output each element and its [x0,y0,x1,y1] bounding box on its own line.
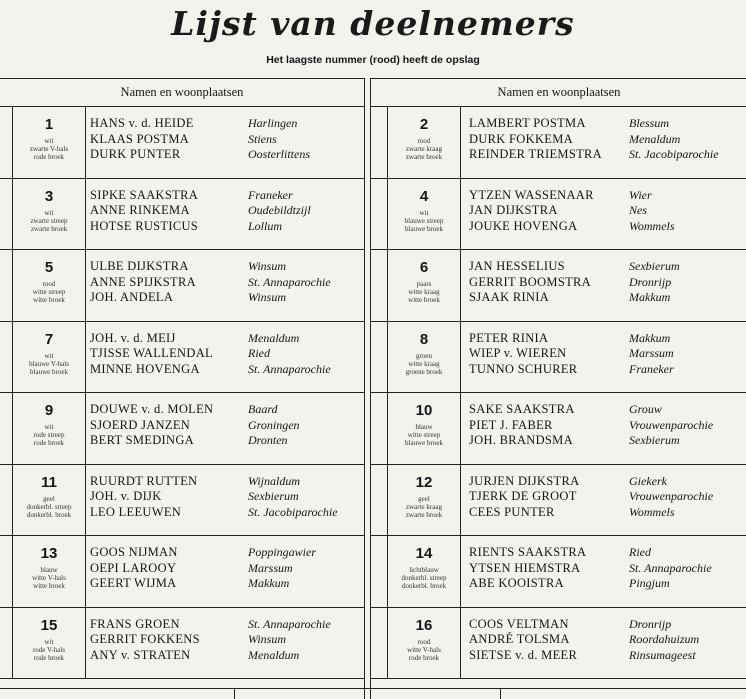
team-entry [0,465,364,537]
team-kit [387,137,461,161]
player-row [90,132,310,148]
player-place: Poppingawier [248,545,316,559]
team-number-cell [387,608,461,679]
player-row [90,188,311,204]
player-place: Makkum [629,290,671,304]
kit-line: blauwe streep [404,216,444,225]
team-number-cell [387,250,461,321]
player-place: Dronrijp [629,274,672,289]
team-entry [371,608,746,680]
player-place: Winsum [248,632,287,646]
player-place: Harlingen [248,116,298,130]
player-row [469,147,719,163]
team-number-cell [387,322,461,393]
player-place: Menaldum [629,131,681,146]
team-kit [387,495,461,519]
player-row [469,648,699,664]
player-row [469,203,675,219]
player-name: SJAAK RINIA [469,290,550,304]
player-name: ABE KOOISTRA [469,576,564,590]
team-entry [0,179,364,251]
kit-line: donkerbl. broek [26,510,72,519]
player-list [90,545,316,592]
player-list [90,259,331,306]
page-subtitle: Het laagste nummer (rood) heeft de opslag [266,54,480,66]
kit-line: rode broek [33,439,65,447]
team-entry [371,536,746,608]
player-row [469,561,712,577]
player-row [469,346,674,362]
player-place: Makkum [248,576,290,590]
player-name: LEO LEEUWEN [90,504,182,519]
player-list [90,188,311,235]
player-list [469,474,713,521]
player-row [469,617,699,633]
team-number: 14 [415,545,433,562]
player-place: Lollum [248,218,283,233]
kit-line: zwarte kraag [406,502,442,511]
player-place: Grouw [629,402,662,416]
team-number-cell [12,608,86,679]
team-kit [12,280,86,304]
player-place: Wijnaldum [248,473,301,488]
team-kit [12,209,86,233]
team-number: 12 [415,473,433,491]
player-place: St. Jacobiparochie [629,147,719,161]
player-place: Winsum [248,290,287,304]
player-row [90,576,316,592]
player-name: TUNNO SCHURER [469,361,578,376]
player-name: DURK PUNTER [90,147,181,161]
player-place: Menaldum [248,647,300,662]
team-number-cell [12,179,86,250]
kit-line: groene broek [405,367,443,376]
team-kit [12,566,86,590]
player-row [90,402,300,418]
player-name: ANNE RINKEMA [90,203,190,217]
kit-line: blauwe broek [405,439,443,447]
player-row [90,545,316,561]
player-list [90,116,310,163]
player-row [90,203,311,219]
player-place: Rinsumageest [629,647,696,662]
player-row [90,505,338,521]
team-kit [12,352,86,376]
player-name: MINNE HOVENGA [90,361,200,376]
player-place: Oudebildtzijl [248,203,311,217]
team-number: 16 [415,616,433,634]
player-row [90,648,331,664]
team-number-cell [387,536,461,607]
player-name: COOS VELTMAN [469,616,569,631]
player-place: Franeker [629,361,674,376]
kit-line: zwarte broek [30,224,68,233]
kit-line: blauw [40,566,58,574]
player-list [469,402,713,449]
player-row [90,116,310,132]
team-entry [371,393,746,465]
player-name: HANS v. d. HEIDE [90,116,194,130]
player-row [90,474,338,490]
player-name: GERRIT BOOMSTRA [469,274,591,289]
player-row [469,132,719,148]
team-entry [0,107,364,179]
kit-line: wit [419,208,429,217]
player-place: St. Annaparochie [629,560,712,575]
player-row [90,346,331,362]
team-number: 2 [419,116,429,133]
player-place: Roordahuizum [629,632,700,646]
player-place: St. Jacobiparochie [248,504,338,519]
player-row [90,259,331,275]
player-name: YTSEN HIEMSTRA [469,560,581,575]
team-entry [0,608,364,680]
player-row [469,505,713,521]
kit-line: lichtblauw [409,566,439,574]
team-number: 4 [419,187,429,205]
team-entry [371,465,746,537]
kit-line: zwarte V-hals [29,145,69,153]
kit-line: wit [44,423,54,431]
player-place: St. Annaparochie [248,616,331,631]
player-name: SIETSE v. d. MEER [469,647,578,662]
team-entry [371,250,746,322]
team-number-cell [387,179,461,250]
left-column-header [0,79,364,107]
player-row [90,489,338,505]
player-place: Dronrijp [629,616,672,631]
team-number: 5 [44,259,54,276]
kit-line: wit [44,351,54,360]
player-place: Giekerk [629,473,667,488]
kit-line: blauwe broek [30,367,68,376]
player-name: JOH. BRANDSMA [469,433,573,447]
kit-line: witte broek [33,296,65,304]
player-row [469,433,713,449]
player-name: PETER RINIA [469,330,549,345]
player-name: PIET J. FABER [469,417,553,432]
player-row [469,188,675,204]
team-number: 8 [419,330,429,348]
player-place: Sexbierum [629,433,680,447]
team-entry [371,107,746,179]
player-name: ULBE DIJKSTRA [90,259,189,273]
player-name: FRANS GROEN [90,616,180,631]
kit-line: zwarte broek [405,153,443,161]
kit-line: paars [416,280,432,288]
team-kit [12,638,86,662]
player-place: Winsum [248,259,287,273]
kit-line: witte kraag [408,288,440,296]
player-row [469,576,712,592]
player-place: Sexbierum [629,259,680,273]
player-list [469,116,719,163]
team-entry [0,250,364,322]
player-row [90,219,311,235]
player-list [469,545,712,592]
player-place: St. Annaparochie [248,274,331,289]
player-row [469,545,712,561]
player-row [90,331,331,347]
kit-line: geel [418,494,430,503]
kit-line: blauwe V-hals [29,359,69,368]
player-name: YTZEN WASSENAAR [469,187,594,202]
team-entry [0,536,364,608]
player-row [90,617,331,633]
player-row [90,275,331,291]
team-number-cell [12,536,86,607]
team-number: 6 [419,259,429,276]
kit-line: zwarte broek [405,510,443,519]
kit-line: donkerbl. broek [401,582,447,590]
player-list [469,331,674,378]
player-name: SIPKE SAAKSTRA [90,187,199,202]
player-name: GEERT WIJMA [90,576,177,590]
player-row [469,275,680,291]
team-kit [387,352,461,376]
kit-line: rode broek [33,153,65,161]
team-kit [387,566,461,590]
player-name: WIEP v. WIEREN [469,346,567,360]
player-place: Makkum [629,330,671,345]
player-row [469,259,680,275]
player-name: JOH. v. d. MEIJ [90,330,176,345]
player-place: Stiens [248,131,277,146]
team-number: 7 [44,330,54,348]
player-name: GERRIT FOKKENS [90,632,200,646]
team-kit [387,280,461,304]
team-number: 11 [41,473,57,491]
kit-line: donkerbl. streep [401,574,447,582]
player-name: RIENTS SAAKSTRA [469,545,587,559]
kit-line: rode V-hals [32,645,66,654]
player-list [469,259,680,306]
team-number-cell [12,322,86,393]
player-name: BERT SMEDINGA [90,433,194,447]
player-name: SAKE SAAKSTRA [469,402,575,416]
bottom-rule [0,688,746,699]
player-place: Franeker [248,187,293,202]
kit-line: witte kraag [408,359,440,368]
player-place: Dronten [248,433,288,447]
player-row [469,402,713,418]
player-row [469,474,713,490]
player-place: Menaldum [248,330,300,345]
player-row [469,362,674,378]
player-name: SJOERD JANZEN [90,417,191,432]
kit-line: zwarte streep [30,216,68,225]
player-name: GOOS NIJMAN [90,545,178,559]
player-row [469,219,675,235]
team-number-cell [12,393,86,464]
player-row [90,632,331,648]
kit-line: rode broek [408,653,440,662]
player-name: JAN HESSELIUS [469,259,565,273]
kit-line: rode streep [33,431,65,439]
player-place: Oosterlittens [248,147,310,161]
player-place: Ried [629,545,651,559]
player-row [469,632,699,648]
player-name: DOUWE v. d. MOLEN [90,402,214,416]
team-number: 10 [415,402,433,419]
kit-line: rood [417,637,431,646]
player-name: JOH. ANDELA [90,290,174,304]
kit-line: rode broek [33,653,65,662]
player-name: RUURDT RUTTEN [90,473,198,488]
team-entry [371,322,746,394]
player-row [90,362,331,378]
player-name: JOH. v. DIJK [90,489,162,503]
player-row [90,147,310,163]
player-place: Sexbierum [248,489,299,503]
team-number-cell [12,107,86,178]
player-list [90,617,331,664]
player-row [469,290,680,306]
team-entry [0,322,364,394]
player-place: Blessum [629,116,669,130]
player-place: Groningen [248,417,300,432]
team-entry [371,179,746,251]
player-list [90,474,338,521]
kit-line: donkerbl. streep [26,502,72,511]
player-name: LAMBERT POSTMA [469,116,586,130]
player-name: ANY v. STRATEN [90,647,191,662]
player-name: REINDER TRIEMSTRA [469,147,602,161]
team-number: 13 [40,545,58,562]
player-name: HOTSE RUSTICUS [90,218,199,233]
player-place: Vrouwenparochie [629,489,714,503]
player-place: Pingjum [629,576,670,590]
team-kit [12,423,86,447]
player-place: Nes [629,203,647,217]
team-kit [387,423,461,447]
player-row [90,433,300,449]
player-name: TJERK DE GROOT [469,489,577,503]
player-name: TJISSE WALLENDAL [90,346,213,360]
player-row [469,116,719,132]
player-name: CEES PUNTER [469,504,555,519]
team-kit [12,495,86,519]
kit-line: groen [416,351,432,360]
kit-line: blauwe broek [405,224,443,233]
team-number: 3 [44,187,54,205]
player-row [90,561,316,577]
player-place: Wommels [629,504,675,519]
kit-line: wit [44,208,54,217]
player-place: Marssum [248,560,293,575]
player-place: Ried [248,346,270,360]
player-row [469,331,674,347]
kit-line: geel [43,494,55,503]
player-name: ANDRÉ TOLSMA [469,632,570,646]
page-title: Lijst van deelnemers [171,4,575,43]
player-place: Wier [629,187,652,202]
team-number: 15 [40,616,58,634]
player-list [90,402,300,449]
kit-line: witte broek [408,296,440,304]
player-row [90,290,331,306]
team-kit [387,638,461,662]
player-place: Baard [248,402,278,416]
kit-line: blauw [415,423,433,431]
player-name: ANNE SPIJKSTRA [90,274,196,289]
team-number-cell [387,393,461,464]
right-entries [371,107,746,679]
player-place: Wommels [629,218,675,233]
team-entry [0,393,364,465]
player-list [469,617,699,664]
kit-line: wit [44,137,54,145]
left-column [0,78,365,699]
kit-line: witte V-hals [32,574,66,582]
kit-line: rood [417,137,431,145]
player-row [90,418,300,434]
player-place: St. Annaparochie [248,361,331,376]
player-place: Vrouwenparochie [629,417,714,432]
team-kit [12,137,86,161]
player-row [469,489,713,505]
right-column-header [371,79,746,107]
player-name: JURJEN DIJKSTRA [469,473,580,488]
team-number-cell [12,465,86,536]
team-number-cell [12,250,86,321]
player-name: OEPI LAROOY [90,560,177,575]
kit-line: witte broek [33,582,65,590]
kit-line: wit [44,637,54,646]
right-column-header-label: Namen en woonplaatsen [497,85,621,99]
player-list [90,331,331,378]
left-column-header-label: Namen en woonplaatsen [120,85,244,99]
player-name: DURK FOKKEMA [469,131,573,146]
team-kit [387,209,461,233]
kit-line: witte streep [32,288,66,296]
player-name: JAN DIJKSTRA [469,203,558,217]
kit-line: rood [42,280,56,288]
left-entries [0,107,364,679]
player-row [469,418,713,434]
team-number-cell [387,107,461,178]
team-number: 9 [44,402,54,419]
right-column [370,78,746,699]
player-place: Marssum [629,346,674,360]
team-number-cell [387,465,461,536]
participants-table [0,78,746,698]
kit-line: witte streep [407,431,441,439]
player-name: JOUKE HOVENGA [469,218,578,233]
team-number: 1 [44,116,54,133]
kit-line: zwarte kraag [406,145,442,153]
player-list [469,188,675,235]
player-name: KLAAS POSTMA [90,131,190,146]
kit-line: witte V-hals [407,645,441,654]
